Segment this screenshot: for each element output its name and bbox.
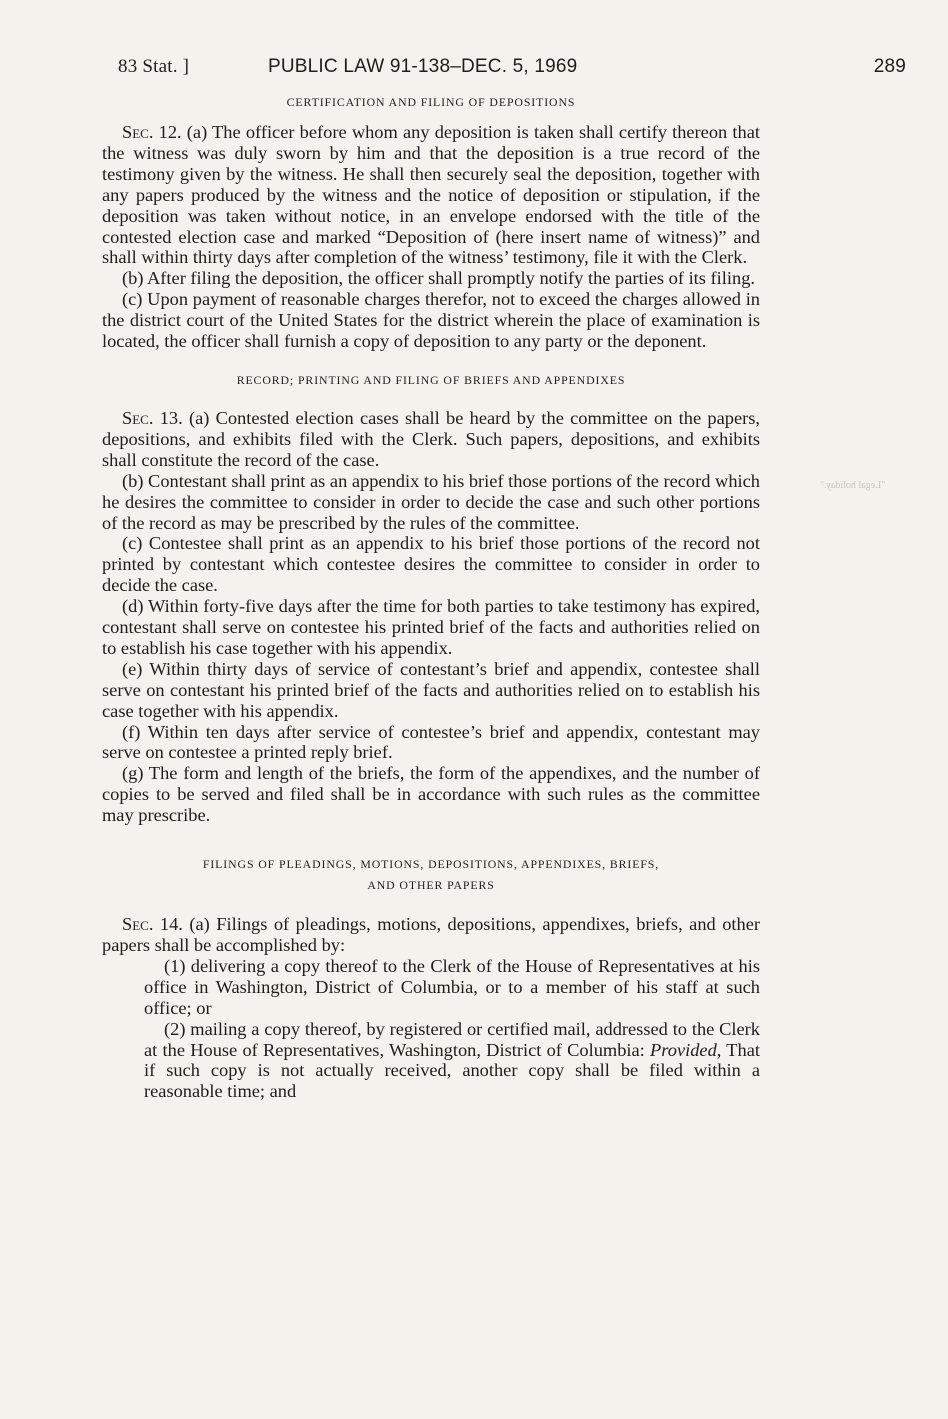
section-12-b: (b) After filing the deposition, the officer shall promptly notify the parties of its filing.	[122, 268, 755, 289]
paragraph-text: (a) Filings of pleadings, motions, depositions, appendixes, briefs, and other papers shall be accomplished by:	[102, 914, 760, 955]
section-label: Sec. 13.	[122, 407, 183, 428]
clause-text: , That if such copy is not actually received, another copy shall be filed within a reasonable time; and	[144, 1039, 760, 1102]
statute-citation: 83 Stat. ]	[118, 56, 190, 77]
section-14-a	[102, 914, 760, 956]
section-label: Sec. 14.	[122, 914, 183, 935]
section-12-c: (c) Upon payment of reasonable charges therefor, not to exceed the charges allowed in the district court of the United States for the district wherein the place of examination is located, the officer shall furnish a copy of deposition to any party or the deponent.	[102, 289, 760, 352]
section-label: Sec. 12.	[122, 122, 182, 142]
section-13-heading: RECORD; PRINTING AND FILING OF BRIEFS AND APPENDIXES	[236, 372, 626, 387]
heading-line: FILINGS OF PLEADINGS, MOTIONS, DEPOSITIONS, APPENDIXES, BRIEFS,	[202, 857, 660, 872]
section-13-f: (f) Within ten days after service of contestee’s brief and appendix, contestant may serve on contestee a printed reply brief.	[102, 721, 760, 763]
bleed-through-text: "Legal holiday."	[820, 480, 886, 491]
section-12-heading: CERTIFICATION AND FILING OF DEPOSITIONS	[286, 95, 576, 109]
section-13-c: (c) Contestee shall print as an appendix to his brief those portions of the record not printed by contestant which contestee desires the committee to consider in order to decide the case.	[102, 533, 760, 596]
paragraph-text: (a) The officer before whom any deposition is taken shall certify thereon that the witness was duly sworn by him and that the deposition is a true record of the testimony given by the witness. He shall then securely seal the deposition, together with any papers produced by the witness and the notice of deposition or stipulation, if the deposition was taken without notice, in an envelope endorsed with the title of the contested election case and marked “Deposition of (here insert name of witness)” and shall within thirty days after completion of the witness’ testimony, file it with the Clerk.	[102, 122, 760, 268]
document-body	[102, 94, 760, 1102]
section-13-g: (g) The form and length of the briefs, the form of the appendixes, and the number of copies to be served and filed shall be in accordance with such rules as the committee may prescribe.	[102, 763, 760, 826]
section-13-b: (b) Contestant shall print as an appendix to his brief those portions of the record which he desires the committee to consider in order to decide the case and such other portions of the record as may be prescribed by the rules of the committee.	[102, 470, 760, 533]
proviso-term: Provided	[650, 1039, 717, 1060]
running-head	[118, 56, 908, 86]
section-14-a-clause-1: (1) delivering a copy thereof to the Clerk of the House of Representatives at his office in Washington, District of Columbia, or to a member of his staff at such office; or	[144, 955, 760, 1018]
section-14-a-clause-2	[102, 1019, 760, 1103]
clause-text: (2) mailing a copy thereof, by registered or certified mail, addressed to the Clerk at the House of Representatives, Washington, District of Columbia:	[144, 1018, 760, 1060]
section-14-heading	[102, 854, 760, 896]
page-number: 289	[873, 56, 906, 77]
paragraph-text: (a) Contested election cases shall be heard by the committee on the papers, depositions, and exhibits filed with the Clerk. Such papers, depositions, and exhibits shall constitute the record of the case.	[102, 407, 761, 470]
section-13-a	[102, 408, 760, 471]
section-12-a	[102, 122, 760, 268]
law-title: PUBLIC LAW 91-138–DEC. 5, 1969	[268, 56, 578, 77]
section-13-e: (e) Within thirty days of service of contestant’s brief and appendix, contestee shall serve on contestant his printed brief of the facts and authorities relied on to establish his case together with his appendix.	[102, 658, 760, 721]
section-13-d: (d) Within forty-five days after the time for both parties to take testimony has expired, contestant shall serve on contestee his printed brief of the facts and authorities relied on to establish his case together with his appendix.	[102, 596, 760, 658]
heading-line: AND OTHER PAPERS	[367, 878, 495, 893]
